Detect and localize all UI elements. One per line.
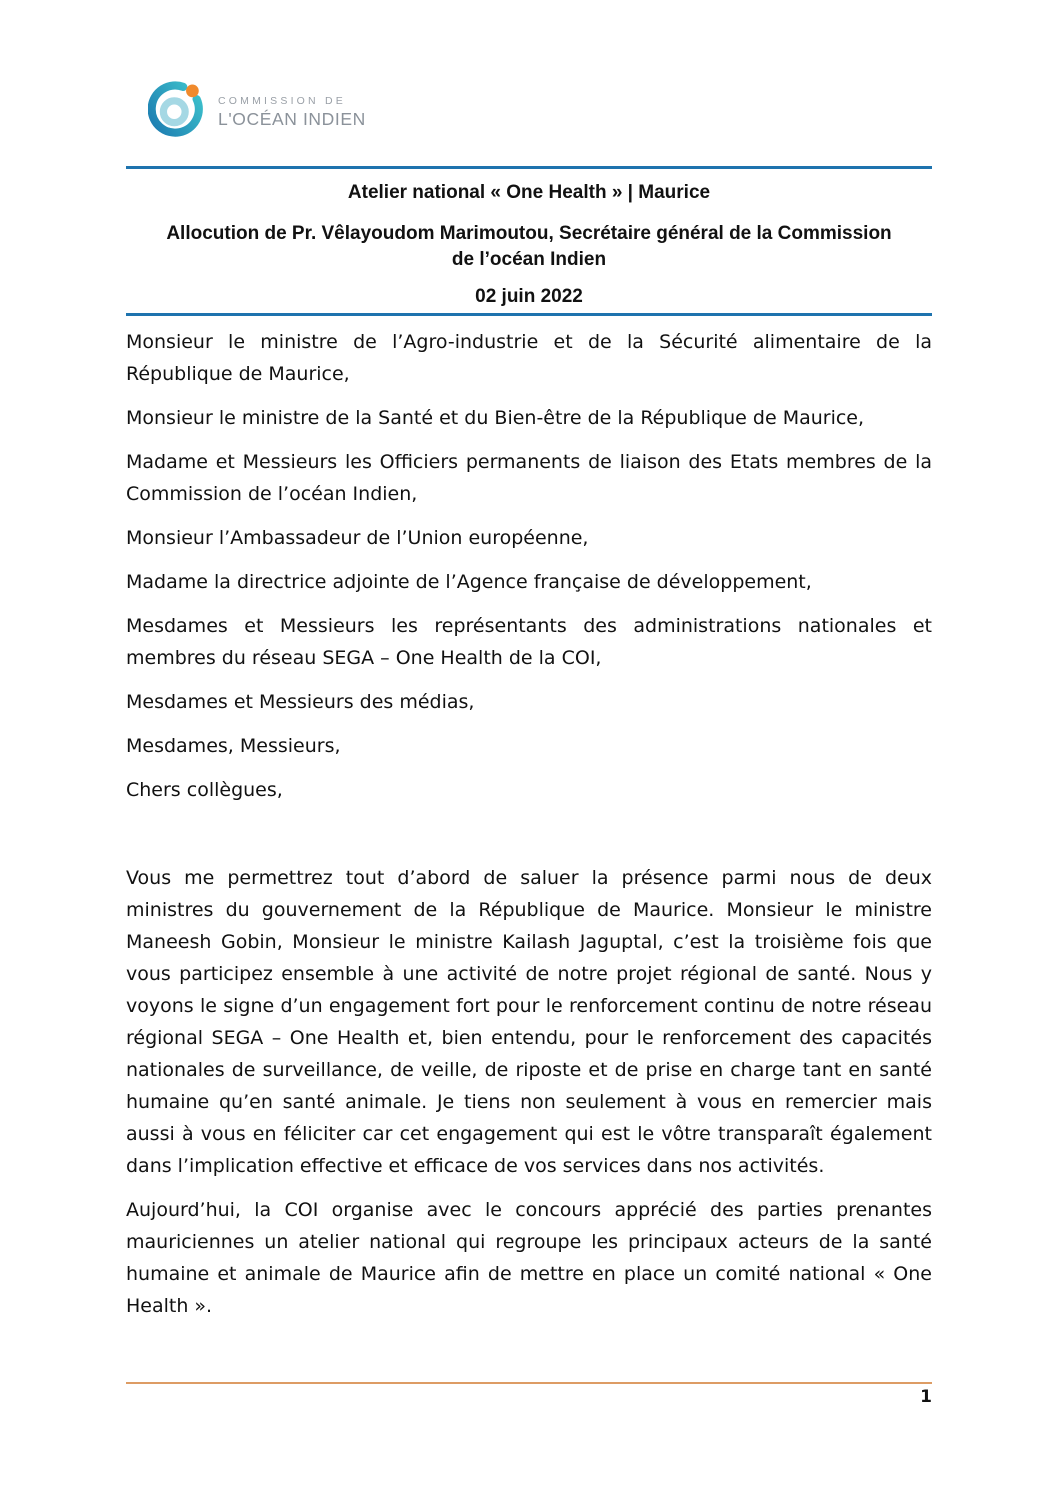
body-paragraph: Vous me permettrez tout d’abord de saluer la présence parmi nous de deux ministres du gouvernement de la République de Maurice. Monsieur le ministre Maneesh Gobin, Monsieur le ministre Kailash Jaguptal, c’est la troisième fois que vous participez ensemble à une activité de notre projet régional de santé. Nous y voyons le signe d’un engagement fort pour le renforcement continu de notre réseau régional SEGA – One Health et, bien entendu, pour le renforcement des capacités nationales de surveillance, de veille, de riposte et de prise en charge tant en santé humaine qu’en santé animale. Je tiens non seulement à vous en remercier mais aussi à vous en féliciter car cet engagement qui est le vôtre transparaît également dans l’implication effective et efficace de vos services dans nos activités.	[126, 867, 932, 1177]
document-body	[126, 326, 932, 1322]
document-subtitle-line2: de l’océan Indien	[451, 249, 607, 270]
salutation-paragraph: Madame et Messieurs les Officiers permanents de liaison des Etats membres de la Commission de l’océan Indien,	[126, 451, 932, 505]
salutation-paragraph: Monsieur le ministre de la Santé et du Bien-être de la République de Maurice,	[126, 407, 865, 429]
document-subtitle	[126, 221, 932, 273]
header-rule-bottom	[126, 313, 932, 316]
body-paragraph: Aujourd’hui, la COI organise avec le concours apprécié des parties prenantes mauriciennes un atelier national qui regroupe les principaux acteurs de la santé humaine et animale de Maurice afin de mettre en place un comité national « One Health ».	[126, 1199, 932, 1317]
paragraph-spacer	[126, 818, 932, 862]
header-rule-top	[126, 166, 932, 169]
document-date: 02 juin 2022	[475, 286, 583, 307]
page-footer	[126, 1382, 932, 1407]
coi-logo	[0, 0, 1058, 138]
salutation-paragraph: Mesdames et Messieurs des médias,	[126, 691, 475, 713]
salutation-paragraph: Mesdames et Messieurs les représentants des administrations nationales et membres du réseau SEGA – One Health de la COI,	[126, 615, 932, 669]
coi-logo-icon	[148, 80, 206, 138]
title-block	[126, 180, 932, 309]
coi-logo-text	[218, 89, 366, 130]
page-number: 1	[920, 1387, 932, 1407]
salutation-paragraph: Monsieur le ministre de l’Agro-industrie et de la Sécurité alimentaire de la République de Maurice,	[126, 331, 932, 385]
salutation-paragraph: Madame la directrice adjointe de l’Agence française de développement,	[126, 571, 812, 593]
logo-org-name-bottom: L'OCÉAN INDIEN	[218, 108, 366, 129]
logo-org-name-top: COMMISSION DE	[218, 94, 346, 107]
footer-rule	[126, 1382, 932, 1384]
salutation-paragraph: Mesdames, Messieurs,	[126, 735, 341, 757]
document-title: Atelier national « One Health » | Maurice	[347, 182, 711, 203]
salutation-paragraph: Monsieur l’Ambassadeur de l’Union européenne,	[126, 527, 589, 549]
document-subtitle-line1: Allocution de Pr. Vêlayoudom Marimoutou, Secrétaire général de la Commission	[166, 223, 892, 244]
salutation-paragraph: Chers collègues,	[126, 779, 283, 801]
